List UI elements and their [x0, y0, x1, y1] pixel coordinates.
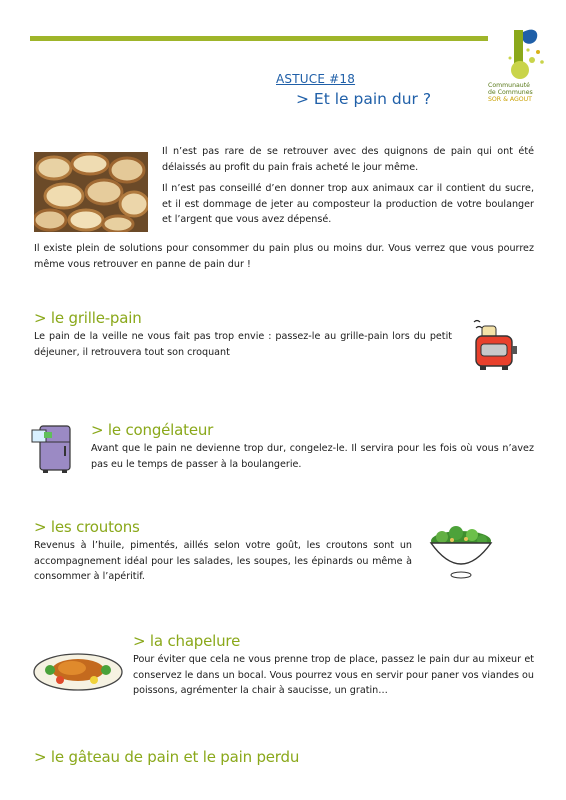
logo-line-2: de Communes — [488, 89, 533, 96]
logo-line-1: Communauté — [488, 82, 530, 89]
astuce-number: ASTUCE #18 — [276, 72, 356, 86]
fridge-icon — [30, 424, 82, 474]
heading-grille-pain: > le grille-pain — [34, 309, 142, 327]
toaster-icon — [466, 318, 524, 376]
intro-paragraph-3: Il existe plein de solutions pour consommer du pain plus ou moins dur. Vous verrez que vous pourrez même vous retrouver en panne de pain dur ! — [34, 243, 534, 270]
text-croutons: Revenus à l’huile, pimentés, aillés selon votre goût, les croutons sont un accompagnement idéal pour les salades, les soupes, les épinards ou même à consommer à l’apéritif. — [34, 540, 412, 582]
text-chapelure: Pour éviter que cela ne vous prenne trop de place, passez le pain dur au mixeur et conservez le dans un bocal. Vous pourrez vous en servir pour paner vos viandes ou poissons, agrémenter la chair à saucisse, un gratin… — [133, 654, 534, 696]
intro-paragraph-2: Il n’est pas conseillé d’en donner trop aux animaux car il contient du sucre, et il est dommage de jeter au composteur la production de votre boulanger et l’argent que vous avez dépensé. — [162, 183, 534, 225]
heading-croutons: > les croutons — [34, 518, 140, 536]
heading-gateau-pain-perdu: > le gâteau de pain et le pain perdu — [34, 748, 300, 766]
header-rule — [30, 36, 488, 41]
heading-congelateur: > le congélateur — [91, 421, 214, 439]
heading-chapelure: > la chapelure — [133, 632, 241, 650]
intro-paragraph-1: Il n’est pas rare de se retrouver avec des quignons de pain qui ont été délaissés au profit du pain frais acheté le jour même. — [162, 146, 534, 173]
page-title: > Et le pain dur ? — [296, 90, 432, 108]
text-grille-pain: Le pain de la veille ne vous fait pas trop envie : passez-le au grille-pain lors du petit déjeuner, il retrouvera tout son croquant — [34, 331, 452, 358]
breaded-plate-icon — [30, 640, 126, 696]
logo-icon — [492, 18, 552, 118]
logo-line-3: SOR & AGOUT — [488, 96, 532, 103]
text-congelateur: Avant que le pain ne devienne trop dur, congelez-le. Il servira pour les fois où vous n’avez pas eu le temps de passer à la boulangerie. — [91, 443, 534, 470]
dry-bread-image — [34, 152, 148, 232]
logo-text — [488, 82, 554, 103]
salad-bowl-icon — [426, 525, 496, 580]
